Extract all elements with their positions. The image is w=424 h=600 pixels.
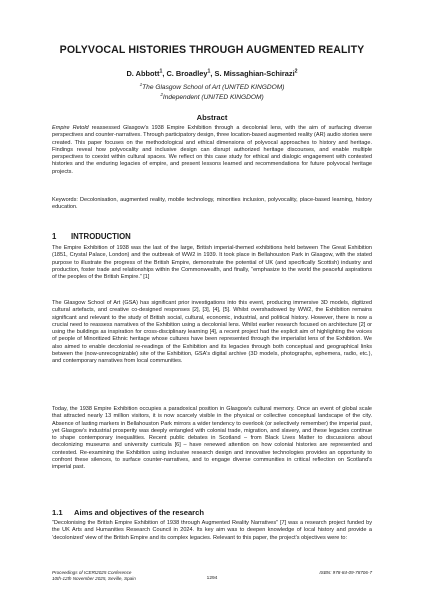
affiliation [20,91,404,101]
section-number: 1 [52,232,57,241]
abstract-text: reassessed Glasgow's 1938 Empire Exhibition through a decolonial lens, with the aim of surfacing diverse perspectives and counter-narratives. Through participatory design, three location-based augmented reality (AR) audio stories were created. This paper focuses on the methodological and ethical dimensions of polyvocal approaches to history and heritage. Findings reveal how polyvocality and inclusive design can disrupt authorized heritage discourses, and enable multiple perspectives to coexist within cultural spaces. We reflect on this case study for ethical and dialogic engagement with contested histories and the enduring legacies of empire, and present lessons learned and recommendations for future polyvocal heritage projects. [52,125,372,175]
footer-isbn: ISBN: 978-84-09-78706-7 [319,570,372,575]
affiliation-mark: 1 [139,81,143,87]
page-number: 1294 [206,576,218,581]
paper-title: POLYVOCAL HISTORIES THROUGH AUGMENTED REALITY [59,44,365,56]
subsection-title: Aims and objectives of the research [74,508,204,517]
paragraph: “Decolonising the British Empire Exhibition of 1938 through Augmented Reality Narratives” [7] was a research project funded by the UK Arts and Humanities Research Council in 2024. Its key aim was to deepen knowledge of local history and provide a ‘decolonized’ view of the British Empire and its complex legacies. Relevant to this paper, the project's objectives were to: [52,520,372,541]
author-mark: 2 [294,68,298,75]
paragraph: The Glasgow School of Art (GSA) has significant prior investigations into this event, producing immersive 3D models, digitized cultural artefacts, and creative co-designed responses [2], [3], [4], [5]. Whilst overshadowed by WW2, the Exhibition remains significant and relevant to the study of British social, cultural, economic, industrial, and political history. However, there is now a crucial need to reassess narratives of the Exhibition using a decolonial lens. Whilst earlier research focused on architecture [2] or using the buildings as inspiration for cross-disciplinary learning [4], a recent project had the explicit aim of highlighting the voices of people of Minoritized Ethnic heritage whose cultures have been represented through the imperialist lens of the Exhibition. We also aimed to enable decolonial re-readings of the Exhibition and its legacies through both conceptual and geographical links between the (now-unrecognizable) site of the Exhibition, GSA's digital archive (3D models, photographs, ephemera, radio, etc.), and contemporary narratives from local communities. [52,300,372,365]
footer-conference: Proceedings of ICERI2025 Conference [52,570,132,575]
affiliation-text: Independent (UNITED KINGDOM) [162,94,264,101]
paragraph: Today, the 1938 Empire Exhibition occupies a paradoxical position in Glasgow's cultural memory. Once an event of global scale that attracted nearly 13 million visitors, it is now scarcely visible in the physical or collective conceptual landscape of the city. Absence of lasting markers in Bellahouston Park mirrors a wider tendency to overlook (or selectively remember) the imperial past, yet Glasgow's industrial prosperity was deeply entangled with colonial trade, migration, and slavery, and these legacies continue to shape contemporary inequalities. Recent public debates in Scotland – from Black Lives Matter to discussions about decolonizing museums and university curricula [6] – have renewed attention on how colonial histories are represented and contested. Re-examining the Exhibition using inclusive research design and innovative technologies provides an opportunity to confront these silences, to surface counter-narratives, and to engage diverse communities in critical reflection on Scotland's imperial past. [52,406,372,471]
footer-dates: 10th-12th November 2025, Seville, Spain [52,576,136,581]
author-list: D. Abbott$^1$, C. Broadley$^1$, S. Missaghian-Schirazi$^2$ [126,68,298,78]
section-heading-introduction [52,232,131,241]
paragraph: The Empire Exhibition of 1938 was the last of the large, British imperial-themed exhibitions held between The Great Exhibition (1851, Crystal Palace, London) and the outbreak of WW2 in 1939. It took place in Bellahouston Park in Glasgow, with the stated purpose to illustrate the progress of the British Empire, demonstrate the potential of UK (and specifically Scottish) industry and production, foster trade and relationships within the Commonwealth, and finally, “emphasize to the world the peaceful aspirations of the peoples of the British Empire.” [1] [52,245,372,281]
affiliation-text: The Glasgow School of Art (UNITED KINGDOM) [142,84,285,91]
subsection-heading-aims [52,508,204,517]
affiliation-mark: 2 [160,91,163,97]
author-mark: 1 [159,68,163,75]
author-name: C. Broadley [166,69,208,78]
abstract-body [52,125,372,176]
keywords: Keywords: Decolonisation, augmented reality, mobile technology, minorities inclusion, polyvocality, place-based learning, history education. [52,197,372,211]
subsection-number: 1.1 [52,508,63,517]
section-title: INTRODUCTION [71,232,131,241]
project-name: Empire Retold [52,125,89,131]
abstract-heading: Abstract [196,113,228,122]
author-mark: 1 [207,68,211,75]
author-name: D. Abbott [126,69,160,78]
author-name: S. Missaghian-Schirazi [214,69,295,78]
affiliation [20,81,404,91]
